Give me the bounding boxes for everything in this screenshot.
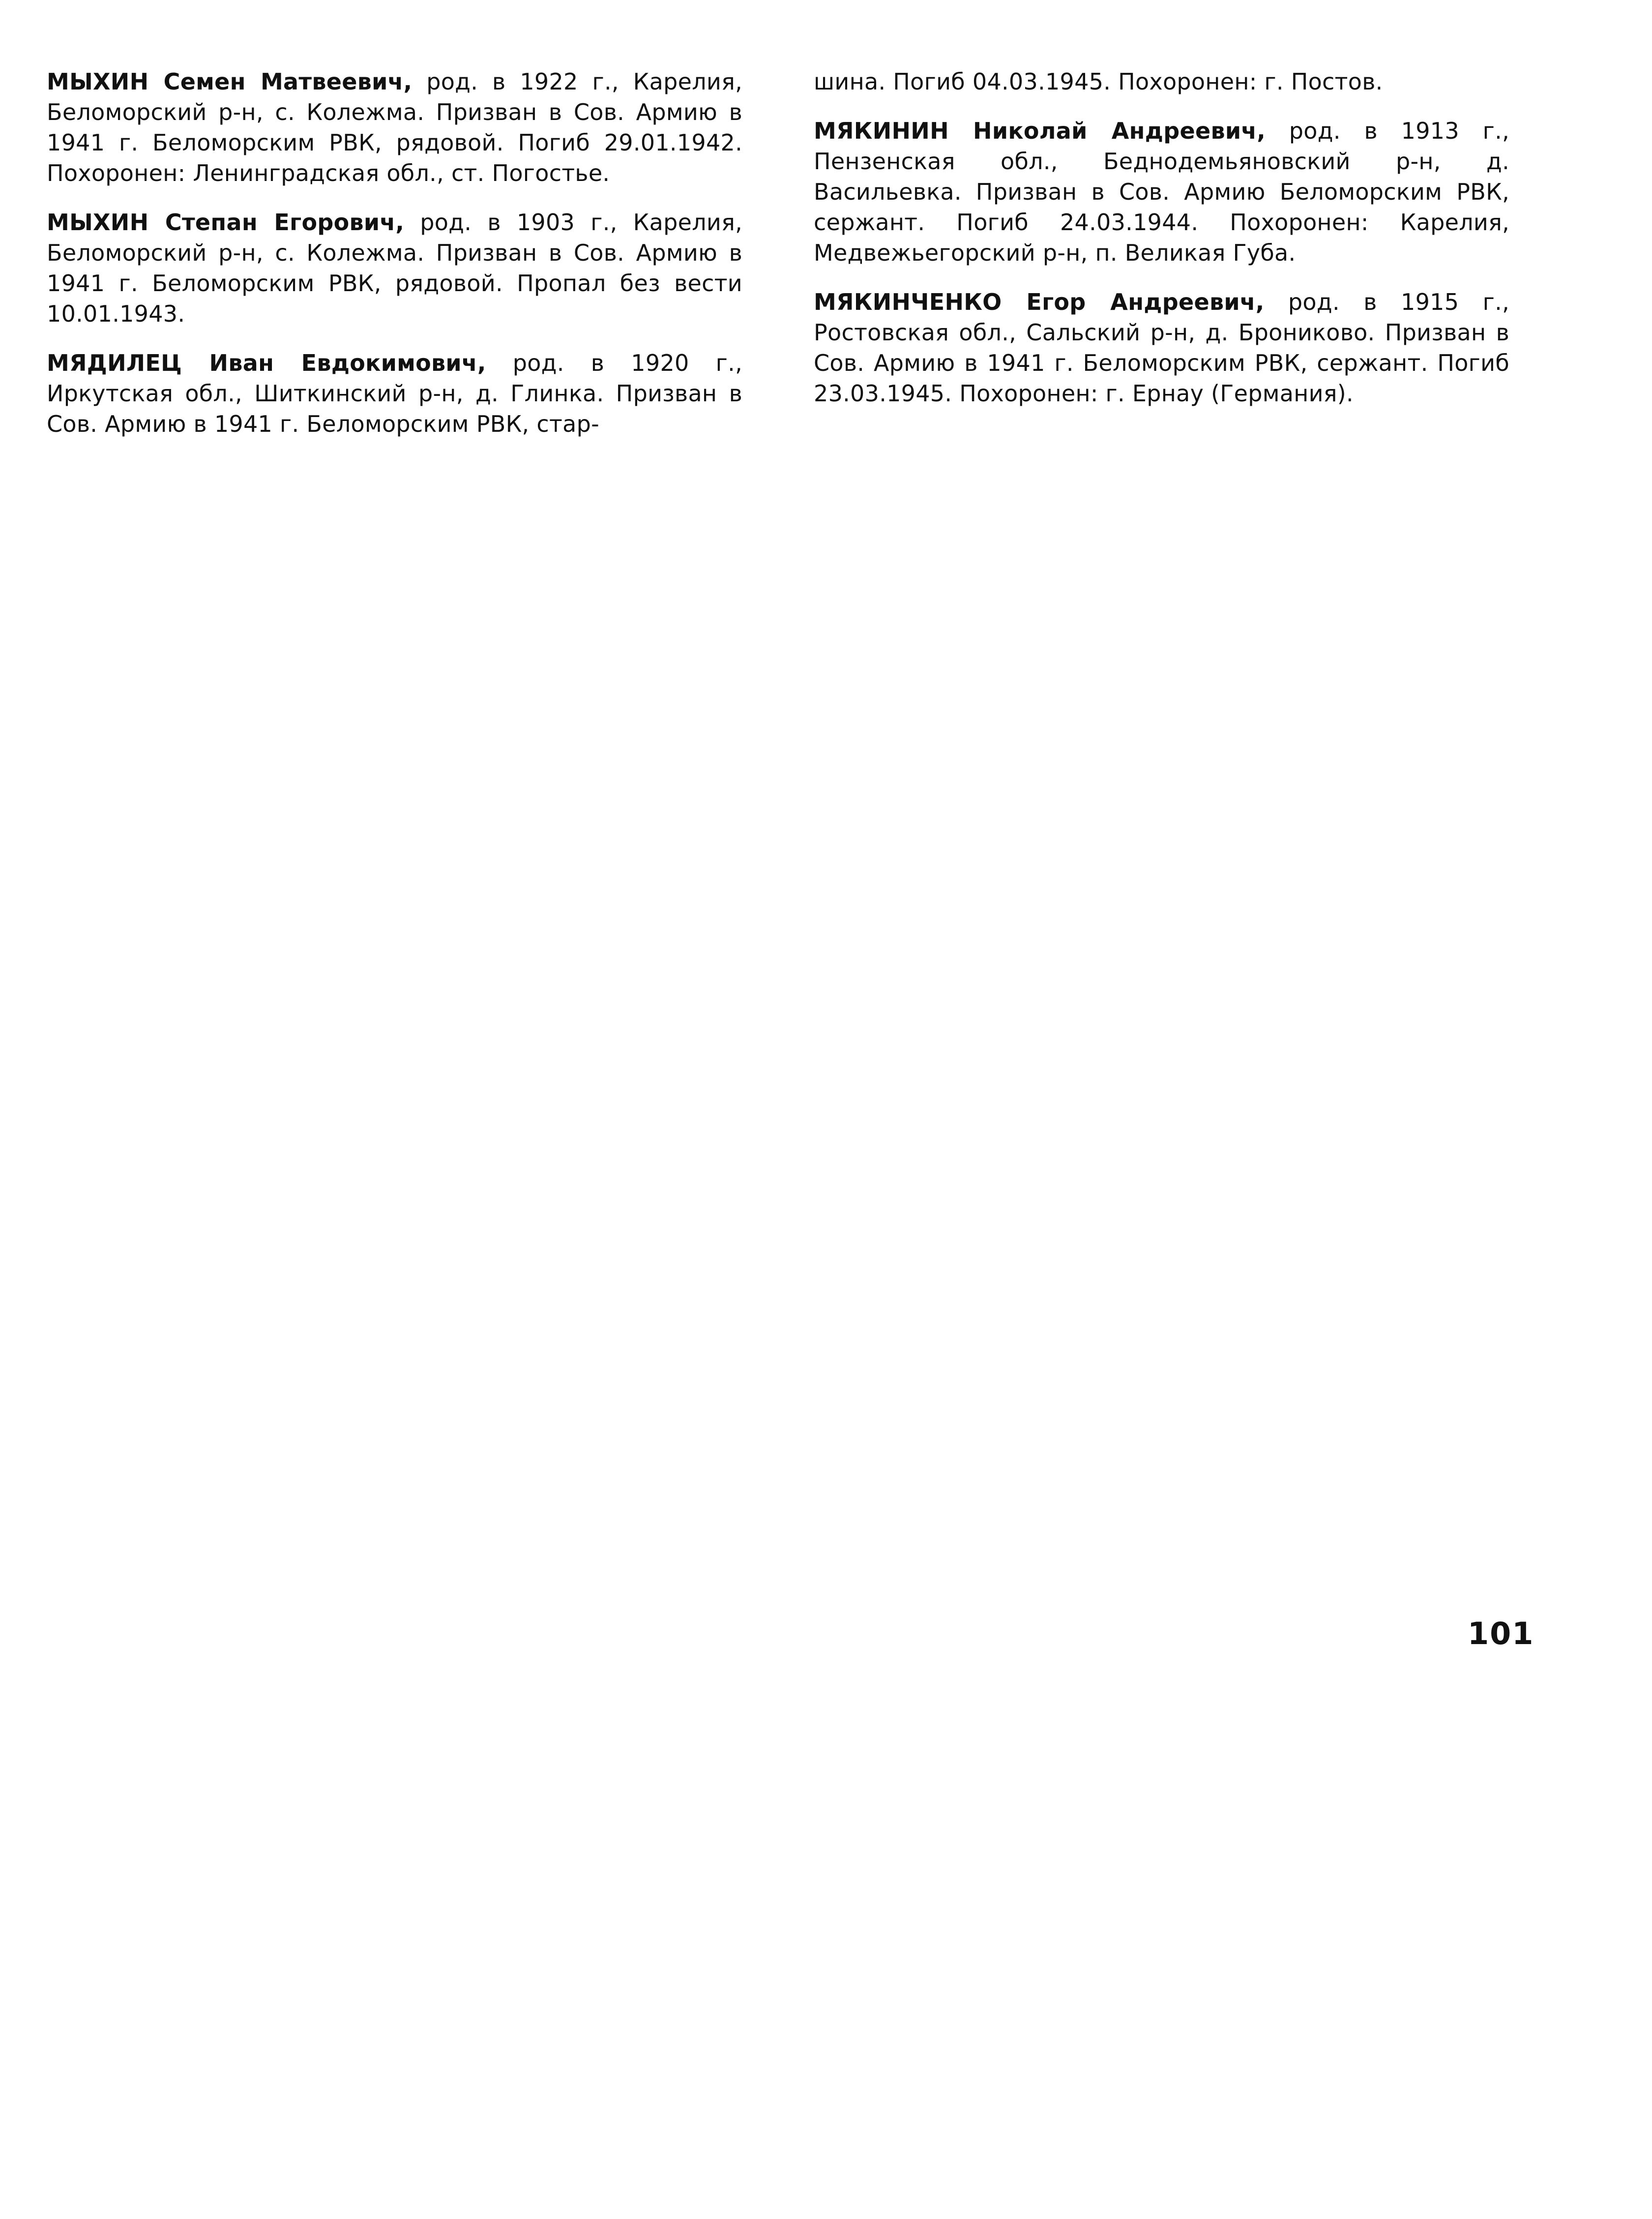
entry-text: род. в 1903 г., Карелия, Беломорский р-н, с. Колежма. Призван в Сов. Армию в 1941 г. Беломорским РВК, рядовой. Пропал без вести 10.01.1943.	[47, 209, 742, 327]
entry-continuation: шина. Погиб 04.03.1945. Похоронен: г. Постов.	[814, 68, 1383, 95]
memorial-entry	[47, 66, 742, 188]
right-column	[814, 66, 1509, 427]
entry-name: МЫХИН Степан Егорович,	[47, 209, 405, 236]
memorial-entry	[47, 207, 742, 329]
entry-text: род. в 1913 г., Пензенская обл., Беднодемьяновский р-н, д. Васильевка. Призван в Сов. Армию Беломорским РВК, сержант. Погиб 24.03.1944. Похоронен: Карелия, Медвежьегорский р-н, п. Великая Губа.	[814, 118, 1509, 266]
entry-name: МЯКИНИН Николай Андреевич,	[814, 118, 1266, 144]
page-number: 101	[1468, 1616, 1534, 1651]
entry-name: МЫХИН Семен Матвеевич,	[47, 68, 413, 95]
entry-text: род. в 1915 г., Ростовская обл., Сальский р-н, д. Брониково. Призван в Сов. Армию в 1941 г. Беломорским РВК, сержант. Погиб 23.03.1945. Похоронен: г. Ернау (Германия).	[814, 289, 1509, 407]
left-column	[47, 66, 742, 458]
memorial-entry	[47, 348, 742, 439]
memorial-entry	[814, 116, 1509, 268]
entry-text: род. в 1920 г., Иркутская обл., Шиткинский р-н, д. Глинка. Призван в Сов. Армию в 1941 г. Беломорским РВК, стар-	[47, 350, 742, 437]
entry-name: МЯКИНЧЕНКО Егор Андреевич,	[814, 289, 1265, 315]
entry-text: род. в 1922 г., Карелия, Беломорский р-н, с. Колежма. Призван в Сов. Армию в 1941 г. Беломорским РВК, рядовой. Погиб 29.01.1942. Похоронен: Ленинградская обл., ст. Погостье.	[47, 68, 742, 186]
memorial-entry	[814, 287, 1509, 409]
entry-name: МЯДИЛЕЦ Иван Евдокимович,	[47, 350, 486, 376]
